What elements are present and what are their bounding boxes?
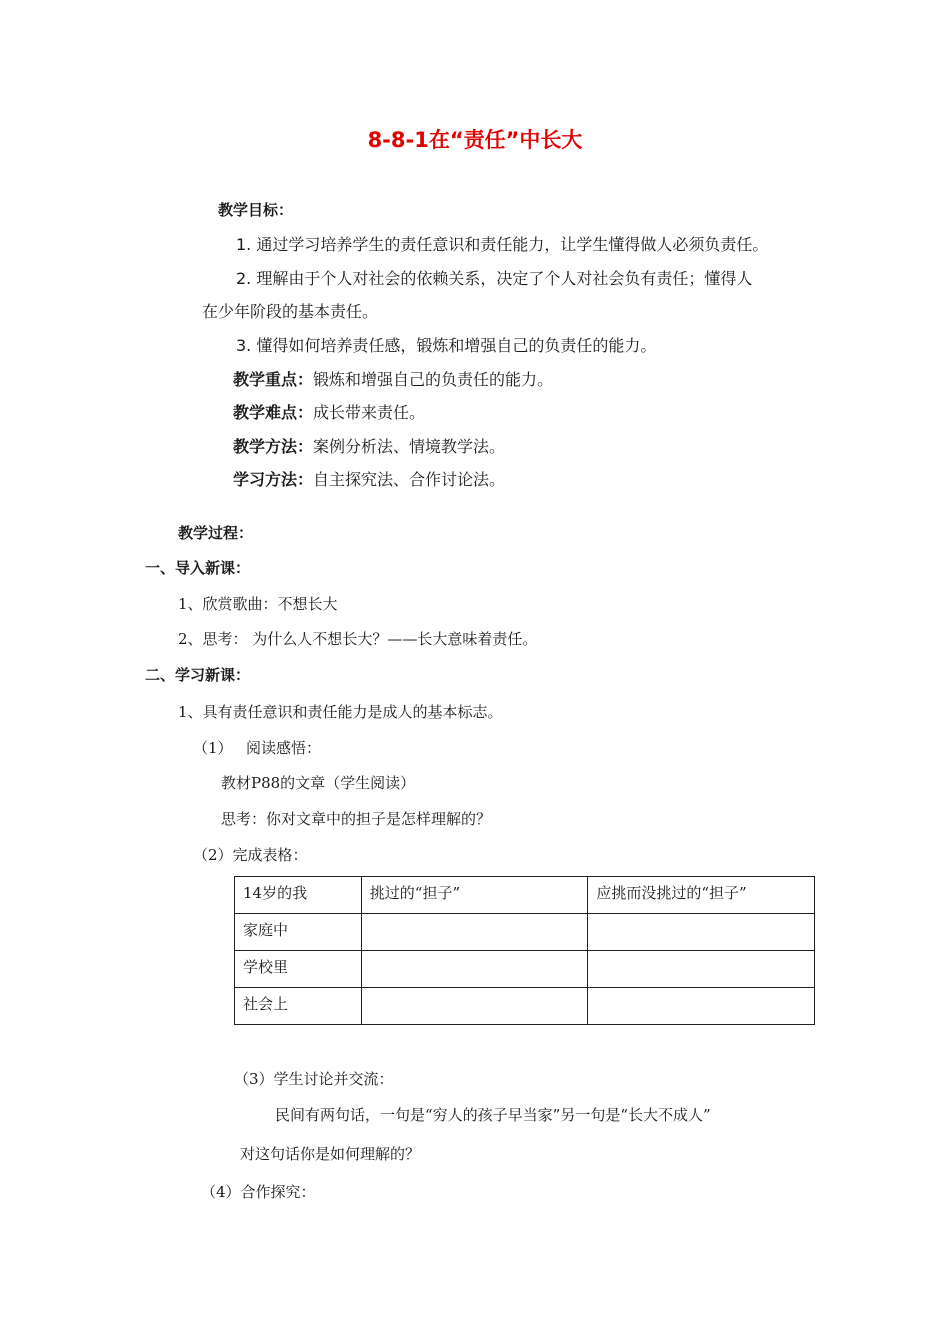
section-1-item-1: 1、欣赏歌曲：不想长大 xyxy=(178,595,338,613)
table-row xyxy=(235,988,815,1025)
sub-1-line-1: 教材P88的文章（学生阅读） xyxy=(221,774,416,792)
table-cell: 社会上 xyxy=(235,988,362,1025)
section-1-heading: 一、导入新课： xyxy=(145,559,251,577)
key-point-text: 锻炼和增强自己的负责任的能力。 xyxy=(313,370,554,389)
teaching-method-row xyxy=(233,434,505,457)
responsibility-table xyxy=(234,876,815,1025)
teaching-method-text: 案例分析法、情境教学法。 xyxy=(313,437,506,456)
sub-3-line-1: 民间有两句话，一句是“穷人的孩子早当家”另一句是“长大不成人” xyxy=(275,1106,711,1124)
section-1-item-2: 2、思考： 为什么人不想长大？——长大意味着责任。 xyxy=(178,630,538,648)
objective-item-2-line-2: 在少年阶段的基本责任。 xyxy=(202,302,379,321)
sub-4-heading: （4）合作探究： xyxy=(201,1183,316,1201)
document-title: 8-8-1在“责任”中长大 xyxy=(367,128,583,152)
table-cell xyxy=(361,914,588,951)
table-cell xyxy=(361,951,588,988)
table-row xyxy=(235,914,815,951)
table-cell xyxy=(588,988,815,1025)
table-cell: 学校里 xyxy=(235,951,362,988)
objective-item-2-line-1: 2. 理解由于个人对社会的依赖关系，决定了个人对社会负有责任；懂得人 xyxy=(236,269,753,288)
objectives-heading: 教学目标： xyxy=(218,201,294,219)
objective-item-1: 1. 通过学习培养学生的责任意识和责任能力，让学生懂得做人必须负责任。 xyxy=(236,235,769,254)
key-point-label: 教学重点： xyxy=(233,370,314,389)
process-heading: 教学过程： xyxy=(178,524,254,542)
section-2-heading: 二、学习新课： xyxy=(145,666,251,684)
table-header-cell: 应挑而没挑过的“担子” xyxy=(588,877,815,914)
key-point-row xyxy=(233,367,553,390)
objective-item-3: 3. 懂得如何培养责任感，锻炼和增强自己的负责任的能力。 xyxy=(236,336,657,355)
sub-1-line-2: 思考：你对文章中的担子是怎样理解的？ xyxy=(221,810,492,828)
table-cell xyxy=(361,988,588,1025)
sub-2-heading: （2）完成表格： xyxy=(193,846,308,864)
section-2-item-1: 1、具有责任意识和责任能力是成人的基本标志。 xyxy=(178,703,503,721)
table-header-cell: 14岁的我 xyxy=(235,877,362,914)
sub-3-line-2: 对这句话你是如何理解的？ xyxy=(240,1145,421,1163)
difficulty-row xyxy=(233,400,425,423)
difficulty-text: 成长带来责任。 xyxy=(313,403,426,422)
learning-method-row xyxy=(233,467,505,490)
table-header-cell: 挑过的“担子” xyxy=(361,877,588,914)
teaching-method-label: 教学方法： xyxy=(233,437,314,456)
table-header-row xyxy=(235,877,815,914)
table-row xyxy=(235,951,815,988)
difficulty-label: 教学难点： xyxy=(233,403,314,422)
sub-3-heading: （3）学生讨论并交流： xyxy=(234,1070,394,1088)
table-cell: 家庭中 xyxy=(235,914,362,951)
sub-1-text: 阅读感悟： xyxy=(246,739,322,757)
learning-method-text: 自主探究法、合作讨论法。 xyxy=(313,470,506,489)
sub-1-label: （1） xyxy=(193,739,233,757)
learning-method-label: 学习方法： xyxy=(233,470,314,489)
table-cell xyxy=(588,951,815,988)
table-cell xyxy=(588,914,815,951)
